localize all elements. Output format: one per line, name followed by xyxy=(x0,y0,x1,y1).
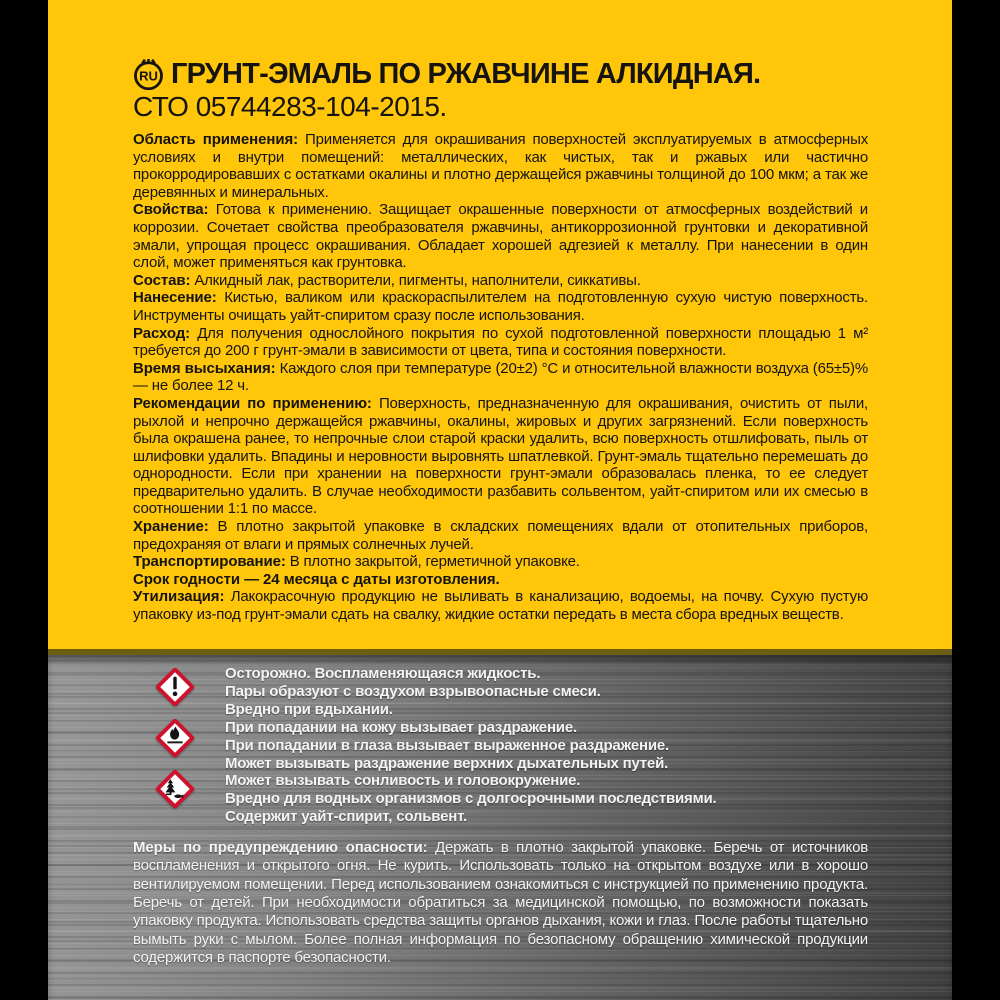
section-recommendations xyxy=(133,395,868,518)
product-standard: СТО 05744283-104-2015. xyxy=(133,91,447,122)
svg-text:RU: RU xyxy=(139,68,158,84)
section-text: В плотно закрытой, герметичной упаковке. xyxy=(289,553,580,571)
section-application-method xyxy=(133,289,868,324)
section-disposal xyxy=(133,588,868,623)
section-composition xyxy=(133,272,868,290)
section-text: Алкидный лак, растворители, пигменты, наполнители, сиккативы. xyxy=(194,271,641,289)
hazard-statement: При попадании на кожу вызывает раздражение. xyxy=(225,718,577,736)
flame-hazard-icon xyxy=(156,719,194,757)
title-row xyxy=(133,58,868,90)
section-text: Поверхность, предназначенную для окрашивания, очистить от пыли, рыхлой и непрочно держащейся ржавчины, окалины, жировых и других загрязнений. Если поверхность была окрашена ранее, то непрочные слои старой краски удалить, всю поверхность отшлифовать, пыль от шлифовки удалить. Впадины и неровности выровнять шпатлевкой. Грунт-эмаль тщательно перемешать до однородности. Если при хранении на поверхности грунт-эмали образовалась пленка, то ее следует предварительно удалить. В случае необходимости разбавить сольвентом, уайт-спиритом или их смесью в соотношении 1:1 по массе. xyxy=(133,394,868,518)
precaution-text: Держать в плотно закрытой упаковке. Беречь от источников воспламенения и открытого огня. Не курить. Использовать только на открытом воздухе или в хорошо вентилируемом помещении. Перед использованием ознакомиться с инструкцией по применению продукта. Беречь от детей. При необходимости обратиться за медицинской помощью, по возможности показать упаковку продукта. Использовать средства защиты органов дыхания, кожи и глаз. После работы тщательно вымыть руки с мылом. Более полная информация по безопасному обращению химической продукции содержится в паспорте безопасности. xyxy=(133,839,868,966)
section-lead: Хранение: xyxy=(133,518,209,536)
section-text: В плотно закрытой упаковке в складских помещениях вдали от отопительных приборов, предохраняя от влаги и прямых солнечных лучей. xyxy=(133,518,869,553)
hazard-panel xyxy=(48,649,952,1000)
section-lead: Транспортирование: xyxy=(133,553,286,571)
section-storage xyxy=(133,518,868,553)
hazard-block xyxy=(133,664,868,826)
section-lead: Рекомендации по применению: xyxy=(133,394,372,412)
environment-hazard-icon xyxy=(156,770,194,808)
hazard-statement: Пары образуют с воздухом взрывоопасные смеси. xyxy=(225,682,601,700)
ru-certification-icon xyxy=(133,59,164,90)
section-lead: Расход: xyxy=(133,324,191,342)
section-consumption xyxy=(133,325,868,360)
product-title: ГРУНТ-ЭМАЛЬ ПО РЖАВЧИНЕ АЛКИДНАЯ. xyxy=(171,58,761,90)
section-text: Готова к применению. Защищает окрашенные поверхности от атмосферных воздействий и коррозии. Сочетает свойства преобразователя ржавчины, антикоррозионной грунтовки и декоративной эмали, упрощая процесс окрашивания. Обладает хорошей адгезией к металлу. При нанесении в один слой, может применяться как грунтовка. xyxy=(133,201,868,272)
exclamation-hazard-icon xyxy=(156,668,194,706)
section-text: Кистью, валиком или краскораспылителем на подготовленную сухую чистую поверхность. Инструменты очищать уайт-спиритом сразу после использования. xyxy=(133,289,868,324)
section-text: Применяется для окрашивания поверхностей эксплуатируемых в атмосферных условиях и внутри помещений: металлических, как чистых, так и ржавых или частично прокорродировавших с остатками окалины и плотно держащейся ржавчины толщиной до 100 мкм; а так же деревянных и минеральных. xyxy=(133,131,868,201)
hazard-statement: При попадании в глаза вызывает выраженное раздражение. xyxy=(225,736,669,754)
precaution-lead: Меры по предупреждению опасности: xyxy=(133,839,428,857)
section-lead: Состав: xyxy=(133,271,191,289)
hazard-statements xyxy=(225,664,868,826)
section-transport xyxy=(133,553,868,571)
hazard-statement: Вредно для водных организмов с долгосрочными последствиями. xyxy=(225,790,717,808)
precaution-measures xyxy=(133,839,868,967)
hazard-statement: Содержит уайт-спирит, сольвент. xyxy=(225,808,467,826)
section-drying-time xyxy=(133,360,868,395)
section-lead: Нанесение: xyxy=(133,289,217,307)
section-text: Каждого слоя при температуре (20±2) °С и относительной влажности воздуха (65±5)% — не более 12 ч. xyxy=(133,359,868,395)
yellow-info-panel xyxy=(48,0,952,649)
section-text: Для получения однослойного покрытия по сухой подготовленной поверхности площадью 1 м² требуется до 200 г грунт-эмали в зависимости от цвета, типа и состояния поверхности. xyxy=(133,324,869,360)
product-label xyxy=(48,0,952,1000)
section-application xyxy=(133,131,868,201)
section-shelf-life xyxy=(133,571,868,589)
section-lead: Область применения: xyxy=(133,131,298,148)
hazard-statement: Может вызывать сонливость и головокружение. xyxy=(225,772,581,790)
section-text: Лакокрасочную продукцию не выливать в канализацию, водоемы, на почву. Сухую пустую упаковку из-под грунт-эмали сдать на свалку, жидкие остатки передать в места сбора вредных веществ. xyxy=(133,588,868,624)
section-lead: Утилизация: xyxy=(133,588,225,606)
section-lead: Срок годности — 24 месяца с даты изготовления. xyxy=(133,570,500,588)
hazard-statement: Осторожно. Воспламеняющаяся жидкость. xyxy=(225,665,541,682)
hazard-statement: Вредно при вдыхании. xyxy=(225,700,393,718)
section-lead: Свойства: xyxy=(133,201,209,219)
section-lead: Время высыхания: xyxy=(133,359,276,377)
hazard-statement: Может вызывать раздражение верхних дыхательных путей. xyxy=(225,754,669,772)
section-properties xyxy=(133,201,868,271)
ghs-pictogram-column xyxy=(125,664,225,826)
